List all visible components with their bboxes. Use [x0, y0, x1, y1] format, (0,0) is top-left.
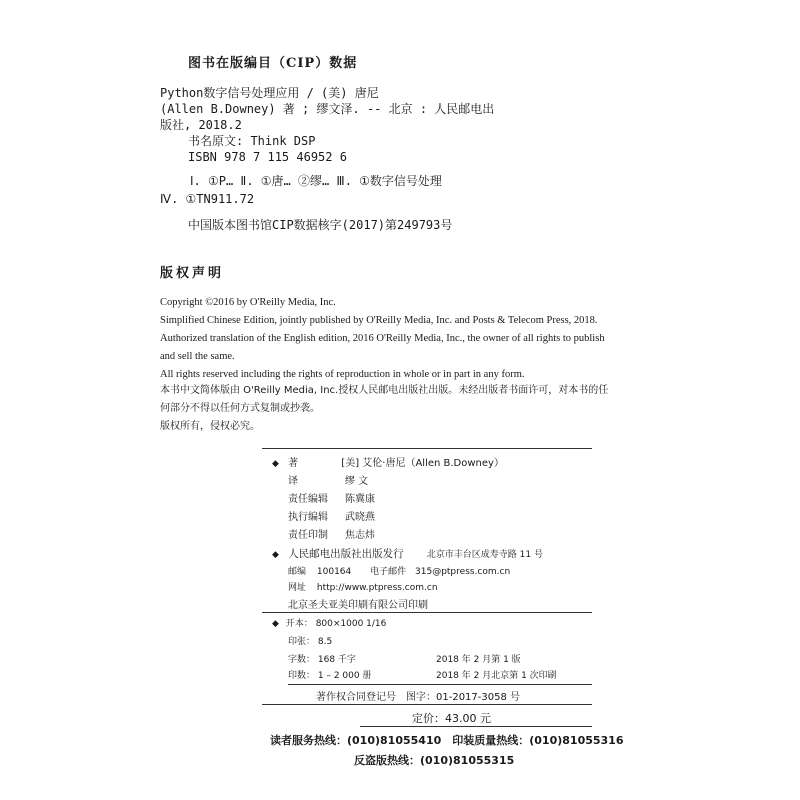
credits-row	[272, 454, 504, 469]
colophon-mid-rule	[262, 612, 592, 613]
copyright-line: 版权所有，侵权必究。	[160, 421, 260, 432]
credits-row	[288, 472, 369, 487]
cip-line: 版社, 2018.2	[160, 118, 242, 132]
colophon-inner-rule	[288, 684, 592, 685]
price-rule	[360, 726, 592, 727]
words-label: 字数：	[288, 655, 316, 665]
copyright-line: Copyright ©2016 by O'Reilly Media, Inc.	[160, 297, 336, 308]
translator-label: 译	[288, 476, 298, 487]
specs-row	[288, 634, 332, 647]
cip-line: Python数字信号处理应用 / (美) 唐尼	[160, 86, 379, 100]
diamond-icon: ◆	[272, 459, 279, 469]
editor-label: 责任编辑	[288, 494, 328, 505]
printing-value: 2018 年 2 月北京第 1 次印刷	[436, 671, 557, 681]
diamond-icon: ◆	[272, 619, 279, 629]
translator-value: 缪 文	[345, 476, 369, 487]
colophon-top-rule	[262, 448, 592, 449]
format-label: 开本：	[285, 619, 313, 629]
copyright-line: Simplified Chinese Edition, jointly published by O'Reilly Media, Inc. and Posts & Telecom Press, 2018.	[160, 315, 598, 326]
web-label: 网址	[288, 583, 307, 593]
contract-number: 著作权合同登记号 图字：01-2017-3058 号	[316, 692, 521, 703]
diamond-icon: ◆	[272, 550, 279, 560]
publisher-row	[272, 546, 543, 561]
cip-line: ISBN 978 7 115 46952 6	[188, 150, 347, 164]
price: 定价：43.00 元	[412, 712, 491, 725]
editor-value: 陈冀康	[345, 494, 375, 505]
specs-row	[288, 652, 588, 665]
copyright-line: Authorized translation of the English edition, 2016 O'Reilly Media, Inc., the owner of all rights to publish	[160, 333, 605, 344]
cip-title: 图书在版编目（CIP）数据	[188, 56, 358, 71]
copyright-title: 版权声明	[160, 266, 225, 281]
piracy-hotline: 反盗版热线：(010)81055315	[354, 754, 515, 767]
copyright-line: 本书中文简体版由 O'Reilly Media, Inc.授权人民邮电出版社出版。未经出版者书面许可，对本书的任	[160, 385, 609, 396]
colophon-bottom-rule	[262, 704, 592, 705]
sheets-value: 8.5	[317, 637, 333, 647]
sheets-label: 印张：	[288, 637, 316, 647]
run-value: 1 – 2 000 册	[317, 671, 372, 681]
specs-row	[288, 668, 588, 681]
cip-line: Ⅳ. ①TN911.72	[160, 192, 255, 206]
cip-line: Ⅰ. ①P… Ⅱ. ①唐… ②缪… Ⅲ. ①数字信号处理	[190, 174, 442, 188]
copyright-line: 何部分不得以任何方式复制或抄袭。	[160, 403, 320, 414]
copyright-line: All rights reserved including the rights of reproduction in whole or in part in any form.	[160, 369, 525, 380]
publisher-address: 北京市丰台区成寿寺路 11 号	[426, 550, 543, 560]
words-value: 168 千字	[317, 655, 356, 665]
cip-line: (Allen B.Downey) 著 ; 缪文泽. -- 北京 : 人民邮电出	[160, 102, 495, 116]
printer: 北京圣夫亚美印刷有限公司印刷	[288, 600, 428, 611]
publisher-row	[288, 564, 510, 577]
cip-line: 书名原文: Think DSP	[188, 134, 316, 148]
email-label: 电子邮件	[370, 567, 407, 577]
credits-row	[288, 508, 375, 523]
exec-editor-label: 执行编辑	[288, 512, 328, 523]
specs-row	[272, 616, 386, 629]
run-label: 印数：	[288, 671, 316, 681]
credits-row	[288, 526, 375, 541]
print-value: 焦志炜	[345, 530, 375, 541]
author-label: 著	[288, 458, 299, 469]
publisher-name: 人民邮电出版社出版发行	[288, 548, 404, 560]
postcode-value: 100164	[316, 567, 352, 577]
format-value: 800×1000 1/16	[315, 619, 387, 629]
publisher-row	[288, 580, 438, 593]
credits-row	[288, 490, 375, 505]
copyright-line: and sell the same.	[160, 351, 235, 362]
print-label: 责任印制	[288, 530, 328, 541]
cip-line: 中国版本图书馆CIP数据核字(2017)第249793号	[188, 218, 453, 232]
reader-hotline: 读者服务热线：(010)81055410 印装质量热线：(010)81055316	[270, 734, 624, 747]
email-value: 315@ptpress.com.cn	[415, 567, 511, 577]
web-value: http://www.ptpress.com.cn	[316, 583, 438, 593]
edition-value: 2018 年 2 月第 1 版	[436, 655, 521, 665]
exec-editor-value: 武晓燕	[345, 512, 375, 523]
author-value: [美] 艾伦·唐尼（Allen B.Downey）	[341, 458, 504, 469]
postcode-label: 邮编	[288, 567, 307, 577]
